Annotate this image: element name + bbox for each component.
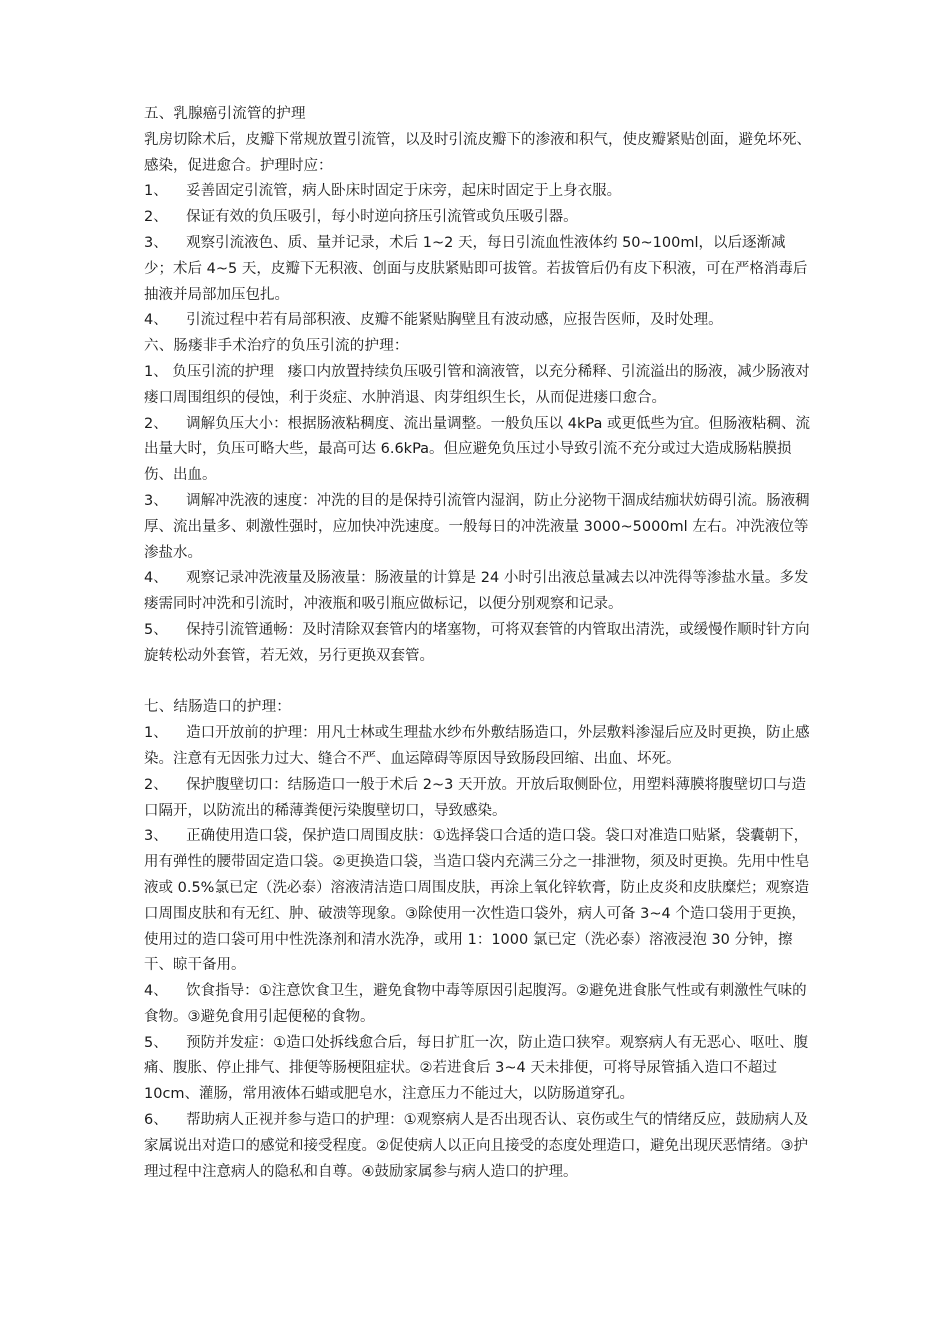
list-item: 4、 引流过程中若有局部积液、皮瓣不能紧贴胸壁且有波动感，应报告医师，及时处理。 — [144, 312, 723, 329]
list-item: 1、 妥善固定引流管，病人卧床时固定于床旁，起床时固定于上身衣服。 — [144, 183, 622, 200]
list-item: 4、 饮食指导：①注意饮食卫生，避免食物中毒等原因引起腹泻。②避免进食胀气性或有刺激性气味的食物。③避免食用引起便秘的食物。 — [144, 983, 807, 1025]
list-item: 3、 调解冲洗液的速度：冲洗的目的是保持引流管内湿润，防止分泌物干涸成结痂状妨碍引流。肠液稠厚、流出量多、刺激性强时，应加快冲洗速度。一般每日的冲洗液量 3000~5000ml 左右。冲洗液位等渗盐水。 — [144, 492, 810, 561]
list-item: 6、 帮助病人正视并参与造口的护理：①观察病人是否出现否认、哀伤或生气的情绪反应，鼓励病人及家属说出对造口的感觉和接受程度。②促使病人以正向且接受的态度处理造口，避免出现厌恶情绪。③护理过程中注意病人的隐私和自尊。④鼓励家属参与病人造口的护理。 — [144, 1112, 809, 1180]
list-item: 3、 观察引流液色、质、量并记录，术后 1~2 天，每日引流血性液体约 50~100ml，以后逐渐减少；术后 4~5 天，皮瓣下无积液、创面与皮肤紧贴即可拔管。若拔管后仍有皮下积液，可在严格消毒后抽液并局部加压包扎。 — [144, 234, 808, 303]
list-item: 3、 正确使用造口袋，保护造口周围皮肤：①选择袋口合适的造口袋。袋口对准造口贴紧，袋囊朝下，用有弹性的腰带固定造口袋。②更换造口袋，当造口袋内充满三分之一排泄物，须及时更换。先用中性皂液或 0.5%氯已定（洗必泰）溶液清洁造口周围皮肤，再涂上氧化锌软膏，防止皮炎和皮肤糜烂；观察造口周围皮肤和有无红、肿、破溃等现象。③除使用一次性造口袋外，病人可备 3~4 个造口袋用于更换，使用过的造口袋可用中性洗涤剂和清水洗净，或用 1：1000 氯已定（洗必泰）溶液浸泡 30 分钟，擦干、晾干备用。 — [144, 828, 810, 974]
section-heading: 五、乳腺癌引流管的护理 — [144, 106, 306, 122]
blank-line — [144, 670, 814, 696]
section-heading: 六、肠瘘非手术治疗的负压引流的护理： — [144, 338, 409, 355]
list-item: 1、 负压引流的护理 瘘口内放置持续负压吸引管和滴液管，以充分稀释、引流溢出的肠液，减少肠液对瘘口周围组织的侵蚀，利于炎症、水肿消退、肉芽组织生长，从而促进瘘口愈合。 — [144, 363, 810, 406]
list-item: 5、 预防并发症：①造口处拆线愈合后，每日扩肛一次，防止造口狭窄。观察病人有无恶心、呕吐、腹痛、腹胀、停止排气、排便等肠梗阻症状。②若进食后 3~4 天未排便，可将导尿管插入造口不超过 10cm、灌肠，常用液体石蜡或肥皂水，注意压力不能过大，以防肠道穿孔。 — [144, 1034, 809, 1103]
paragraph: 乳房切除术后，皮瓣下常规放置引流管，以及时引流皮瓣下的渗液和积气，使皮瓣紧贴创面，避免坏死、感染，促进愈合。护理时应： — [144, 131, 811, 174]
list-item: 4、 观察记录冲洗液量及肠液量：肠液量的计算是 24 小时引出液总量减去以冲洗得等渗盐水量。多发瘘需同时冲洗和引流时，冲液瓶和吸引瓶应做标记，以便分别观察和记录。 — [144, 570, 809, 613]
list-item: 2、 保证有效的负压吸引，每小时逆向挤压引流管或负压吸引器。 — [144, 209, 578, 226]
list-item: 5、 保持引流管通畅：及时清除双套管内的堵塞物，可将双套管的内管取出清洗，或缓慢作顺时针方向旋转松动外套管，若无效，另行更换双套管。 — [144, 621, 810, 664]
list-item: 2、 保护腹壁切口：结肠造口一般于术后 2~3 天开放。开放后取侧卧位，用塑料薄膜将腹壁切口与造口隔开，以防流出的稀薄粪便污染腹壁切口，导致感染。 — [144, 776, 806, 819]
document-body — [144, 102, 814, 1185]
list-item: 1、 造口开放前的护理：用凡士林或生理盐水纱布外敷结肠造口，外层敷料渗湿后应及时更换，防止感染。注意有无因张力过大、缝合不严、血运障碍等原因导致肠段回缩、出血、坏死。 — [144, 725, 810, 767]
list-item: 2、 调解负压大小：根据肠液粘稠度、流出量调整。一般负压以 4kPa 或更低些为宜。但肠液粘稠、流出量大时，负压可略大些，最高可达 6.6kPa。但应避免负压过小导致引流不充分或过大造成肠粘膜损伤、出血。 — [144, 415, 810, 484]
section-heading: 七、结肠造口的护理： — [144, 699, 291, 716]
